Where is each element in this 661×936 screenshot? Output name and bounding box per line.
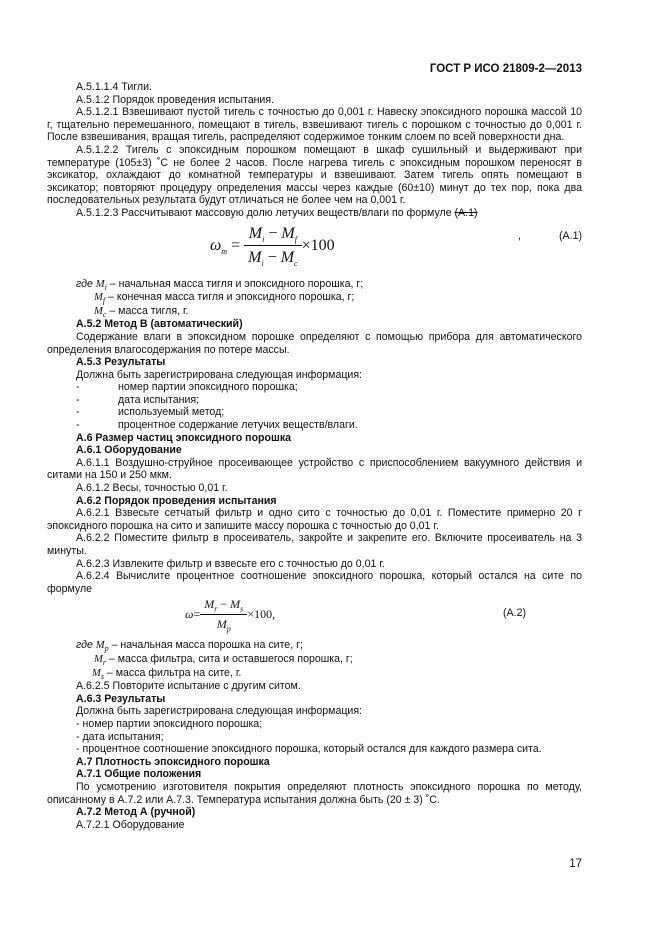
list-item: - дата испытания; [76, 730, 164, 743]
clause-a5114: А.5.1.1.4 Тигли. [76, 81, 152, 93]
clause-a611: А.6.1.1 Воздушно-струйное просеивающее устройство с приспособлением вакуумного действия и ситами на 150 и 250 мкм. [47, 456, 582, 482]
document-body [47, 81, 582, 831]
clause-a5121: А.5.1.2.1 Взвешивают пустой тигель с точностью до 0,001 г. Навеску эпоксидного порошка массой 10 г, тщательно перемешанного, помещают в тигель, взвешивают тигель с порошком с точностью до 0,001 г. После взвешивания, вращая тигель, распределяют содержимое тонким слоем по всей поверхности дна. [47, 106, 582, 144]
formula-a1-multiplier: ×100 [301, 236, 335, 254]
formula-a1-legend-3: $M_c$ – масса тигля, г. [94, 304, 189, 319]
formula-a2-legend-1: где $M_p$ – начальная масса порошка на сите, г; [76, 639, 303, 654]
heading-a61: А.6.1 Оборудование [76, 444, 182, 457]
clause-a5123 [47, 207, 582, 220]
formula-a2-legend-3: $M_s$ – масса фильтра на сите, г. [92, 666, 242, 681]
formula-a1-expression: $\omega_m$ = $\frac{M_i - M_f}{M_i - M_c}$ ×100 [210, 224, 335, 268]
formula-a1-denominator: $M_i - M_c$ [248, 248, 298, 268]
formula-a1-legend-2: $M_f$ – конечная масса тигля и эпоксидного порошка, г; [94, 291, 355, 306]
clause-a5122: А.5.1.2.2 Тигель с эпоксидным порошком помещают в шкаф сушильный и выдерживают при температуре (105±3) ˚С не более 2 часов. После нагрева тигель с эпоксидным порошком переносят в эксикатор, охлаждают до комнатной температуры и взвешивают. Затем тигель опять помещают в эксикатор; повторяют процедуру определения массы через каждые (60±10) минут до тех пор, пока два последовательных результата будут отличаться не более чем на 0,001 г. [47, 143, 582, 207]
formula-a1-comma: , [518, 229, 521, 242]
list-item: - номер партии эпоксидного порошка; [76, 381, 298, 394]
list-item: - процентное соотношение эпоксидного порошка, который остался для каждого размера сита. [76, 743, 542, 756]
clause-a52-text: Содержание влаги в эпоксидном порошке определяют с помощью прибора для автоматического определения влагосодержания по потере массы. [47, 330, 582, 356]
formula-a1-lhs: $\omega_m$ [210, 236, 228, 256]
clause-a53-text: Должна быть зарегистрирована следующая информация: [76, 368, 362, 381]
list-item: - используемый метод; [76, 406, 225, 419]
clause-a71-text: По усмотрению изготовителя покрытия определяют плотность эпоксидного порошка по методу, описанному в А.7.2 или А.7.3. Температура испытания должна быть (20 ± 3) ˚С. [47, 780, 582, 806]
clause-a5123-text: А.5.1.2.3 Рассчитывают массовую долю летучих веществ/влаги по формуле [76, 206, 455, 219]
formula-a2-denominator: $M_p$ [216, 617, 231, 634]
list-item: - дата испытания; [76, 393, 200, 406]
clause-a621: А.6.2.1 Взвесьте сетчатый фильтр и одно сито с точностью до 0,01 г. Поместите примерно 20 г эпоксидного порошка на сито и запишите массу порошка с точностью до 0,01 г. [47, 507, 582, 532]
clause-a625: А.6.2.5 Повторите испытание с другим ситом. [76, 680, 301, 693]
heading-a6: А.6 Размер частиц эпоксидного порошка [76, 431, 292, 444]
heading-a7: А.7 Плотность эпоксидного порошка [76, 755, 270, 768]
formula-a2-expression: ω = $\frac{M_r - M_s}{M_p}$ ×100 , [185, 597, 276, 634]
clause-a512: А.5.1.2 Порядок проведения испытания. [76, 93, 275, 106]
heading-a52: А.5.2 Метод В (автоматический) [76, 318, 243, 331]
formula-a1-legend-1: где $M_i$ – начальная масса тигля и эпоксидного порошка, г; [76, 277, 364, 292]
formula-a1-number: (А.1) [559, 229, 582, 242]
formula-a1 [47, 220, 582, 278]
formula-a1-numerator: $M_i - M_f$ [244, 224, 301, 246]
clause-a721: А.7.2.1 Оборудование [76, 818, 185, 831]
heading-a53: А.5.3 Результаты [76, 356, 166, 369]
formula-a2-legend-2: $M_r$ – масса фильтра, сита и оставшегося порошка, г; [94, 652, 353, 668]
formula-a2-fraction [200, 597, 247, 632]
document-code-header: ГОСТ Р ИСО 21809-2—2013 [429, 63, 582, 75]
list-item: - номер партии эпоксидного порошка; [76, 717, 263, 730]
clause-a612: А.6.1.2 Весы, точностью 0,01 г. [76, 482, 228, 495]
struck-formula-ref: (А.1) [454, 206, 478, 219]
formula-a2-number: (А.2) [503, 607, 526, 620]
clause-a623: А.6.2.3 Извлеките фильтр и взвесьте его с точностью до 0,01 г. [76, 557, 385, 570]
heading-a62: А.6.2 Порядок проведения испытания [76, 494, 277, 507]
clause-a624: А.6.2.4 Вычислите процентное соотношение эпоксидного порошка, который остался на сите по формуле [47, 570, 582, 595]
page-number: 17 [569, 858, 582, 870]
formula-a1-fraction [244, 224, 301, 267]
formula-a2-lhs: ω [185, 607, 194, 622]
formula-a2-multiplier: ×100 [247, 607, 273, 622]
formula-a2-numerator: $M_r - M_s$ [200, 597, 247, 615]
heading-a63: А.6.3 Результаты [76, 692, 166, 705]
heading-a72: А.7.2 Метод А (ручной) [76, 806, 196, 819]
clause-a63-text: Должна быть зарегистрирована следующая информация: [76, 705, 362, 718]
heading-a71: А.7.1 Общие положения [76, 768, 202, 781]
clause-a622: А.6.2.2 Поместите фильтр в просеиватель, закройте и закрепите его. Включите просеиватель на 3 минуты. [47, 532, 582, 557]
formula-a2 [47, 595, 582, 639]
list-item: - процентное содержание летучих веществ/влаги. [76, 419, 358, 432]
